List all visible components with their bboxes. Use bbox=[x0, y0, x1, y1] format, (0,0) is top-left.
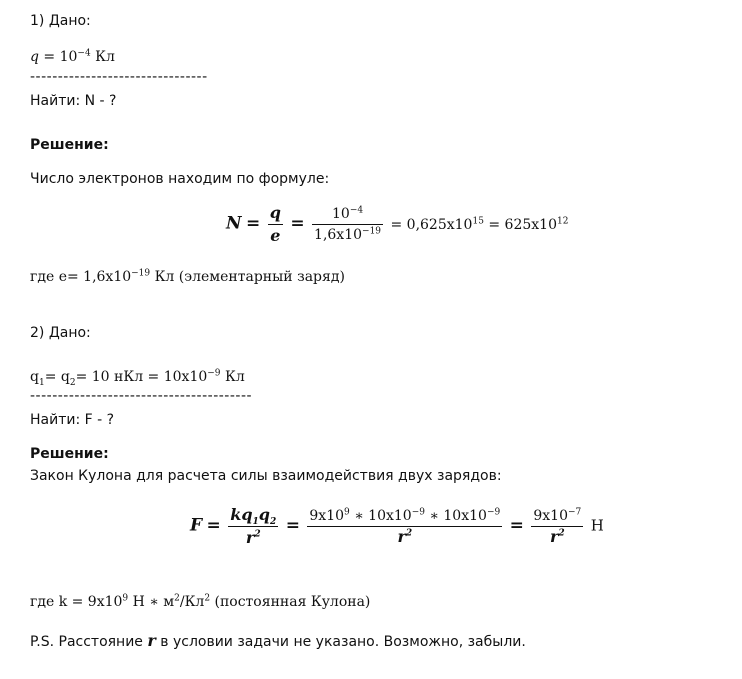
formula-result-1: = $0,625x10^{15}$ bbox=[390, 215, 484, 233]
fraction-denominator-value: $1,6x10^{-19}$ bbox=[314, 226, 382, 243]
fraction-numerator-kq1q2: $kq_1q_2$ bbox=[230, 505, 277, 528]
part2-ps: P.S. Расстояние r в условии задачи не указано. Возможно, забыли. bbox=[30, 631, 526, 650]
formula-fraction-values bbox=[312, 204, 383, 245]
part2-intro: Закон Кулона для расчета силы взаимодействия двух зарядов: bbox=[30, 468, 502, 484]
part1-intro: Число электронов находим по формуле: bbox=[30, 171, 330, 187]
part2-solution-label: Решение: bbox=[30, 446, 109, 462]
formula-eq1: = bbox=[246, 213, 261, 234]
part1-heading: 1) Дано: bbox=[30, 13, 91, 29]
formula-lhs-n: N bbox=[226, 213, 242, 234]
formula-fraction-coulomb bbox=[228, 504, 278, 549]
fraction-denominator-r2-result: $r^2$ bbox=[549, 527, 565, 546]
fraction-numerator-values: $9x10^9$ ∗ $10x10^{-9}$ ∗ $10x10^{-9}$ bbox=[307, 506, 502, 527]
fraction-denominator-r2-values: $r^2$ bbox=[397, 527, 413, 546]
part2-given: $q_1= q_2= 10$ нКл = $10x10^{-9}$ Кл bbox=[30, 368, 245, 388]
formula-result-2: = $625x10^{12}$ bbox=[488, 215, 569, 233]
part2-find: Найти: F - ? bbox=[30, 412, 115, 428]
part1-separator: -------------------------------- bbox=[30, 69, 208, 85]
given-q-eq: = 10 bbox=[38, 49, 78, 65]
part1-solution-label: Решение: bbox=[30, 137, 109, 153]
part2-separator: ---------------------------------------- bbox=[30, 388, 253, 404]
formula-lhs-f: F bbox=[190, 515, 203, 536]
formula-unit-newton: Н bbox=[590, 516, 604, 535]
fraction-numerator-value: $10^{-4}$ bbox=[312, 204, 383, 225]
formula-fraction-q-e bbox=[268, 202, 283, 247]
fraction-numerator-q: q bbox=[268, 202, 283, 225]
formula-eq2: = bbox=[290, 213, 305, 234]
part1-formula bbox=[226, 202, 568, 247]
fraction-numerator-result: $9x10^{-7}$ bbox=[531, 506, 583, 527]
part1-find: Найти: N - ? bbox=[30, 93, 117, 109]
given-q-var: q bbox=[30, 49, 39, 65]
part2-formula: F = $\frac{kq_1q_2}{r^2}$ = $\frac{9x10^9 ∗ 10x10^{-9} ∗ 10x10^{-9}}{r^2}$ = $\frac{9x10^{-7}}{r^2}$ Н bbox=[190, 505, 604, 547]
fraction-denominator-r2: $r^2$ bbox=[245, 528, 261, 547]
part2-heading: 2) Дано: bbox=[30, 325, 91, 341]
part2-where: где $k = 9x10^9$ Н ∗ $м^2/Кл^2$ (постоянная Кулона) bbox=[30, 593, 371, 610]
formula-fraction-values bbox=[307, 506, 502, 547]
formula-fraction-result bbox=[531, 506, 583, 547]
given-q-unit: Кл bbox=[90, 49, 115, 65]
fraction-denominator-e: e bbox=[270, 226, 281, 245]
part1-where: где $e= 1,6x10^{-19}$ Кл (элементарный заряд) bbox=[30, 268, 345, 285]
given-q-exp: −4 bbox=[77, 48, 91, 59]
part1-given bbox=[30, 48, 115, 66]
